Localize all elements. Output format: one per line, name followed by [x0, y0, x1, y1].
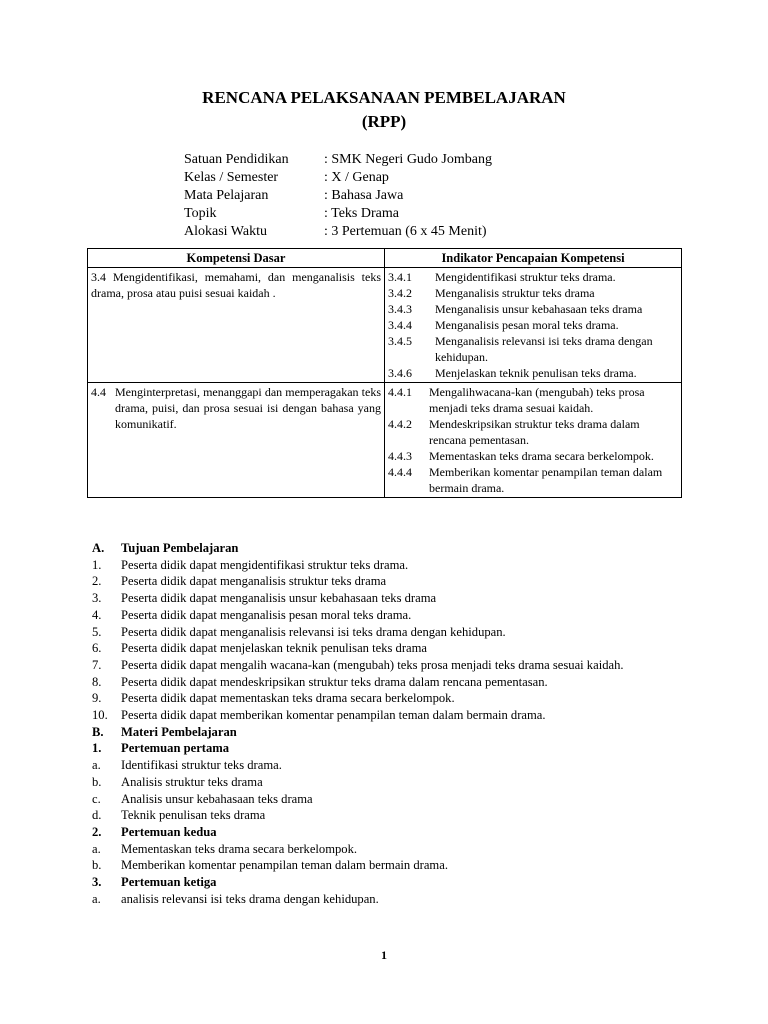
- info-key: Kelas / Semester: [184, 170, 279, 185]
- list-item-num: a.: [92, 841, 101, 856]
- info-value: : Teks Drama: [324, 205, 399, 223]
- indicator-item: [388, 285, 678, 301]
- list-item-num: b.: [92, 858, 102, 873]
- meeting-heading: [92, 740, 675, 757]
- page-number: 1: [381, 948, 387, 962]
- indicator-item: [388, 333, 678, 365]
- indicator-text: Menganalisis struktur teks drama: [435, 286, 595, 300]
- section-title: Tujuan Pembelajaran: [121, 541, 239, 555]
- list-item-text: Analisis struktur teks drama: [121, 774, 263, 789]
- section-heading: [92, 540, 675, 557]
- info-row: [184, 187, 492, 205]
- document-title: RENCANA PELAKSANAAN PEMBELAJARAN: [202, 88, 566, 107]
- list-item-num: a.: [92, 758, 101, 773]
- info-value: : 3 Pertemuan (6 x 45 Menit): [324, 223, 487, 241]
- section-label: A.: [92, 541, 105, 555]
- indicator-item: [388, 448, 678, 464]
- info-value: : SMK Negeri Gudo Jombang: [324, 151, 492, 169]
- list-item-num: 5.: [92, 624, 102, 639]
- indicator-item: [388, 384, 678, 416]
- indicator-item: [388, 269, 678, 285]
- list-item-num: 9.: [92, 691, 102, 706]
- indicator-num: 3.4.2: [388, 286, 412, 300]
- list-item-text: Memberikan komentar penampilan teman dalam bermain drama.: [121, 858, 448, 873]
- list-item: [92, 791, 675, 808]
- list-item: [92, 857, 675, 874]
- kd-item: [91, 384, 381, 432]
- list-item: [92, 573, 675, 590]
- info-key: Alokasi Waktu: [184, 224, 267, 239]
- list-item: [92, 657, 675, 674]
- list-item-text: Peserta didik dapat menganalisis relevansi isi teks drama dengan kehidupan.: [121, 624, 506, 639]
- indicator-item: [388, 365, 678, 381]
- indicator-num: 4.4.4: [388, 465, 412, 479]
- identity-block: [184, 151, 492, 241]
- indicator-num: 3.4.3: [388, 302, 412, 316]
- kd-cell: [88, 383, 385, 498]
- indicator-item: [388, 464, 678, 496]
- list-item-text: Peserta didik dapat menjelaskan teknik penulisan teks drama: [121, 641, 428, 656]
- list-item: [92, 674, 675, 691]
- table-row: [88, 383, 682, 498]
- meeting-num: 3.: [92, 875, 102, 890]
- column-header: Indikator Pencapaian Kompetensi: [385, 249, 682, 268]
- indicator-item: [388, 317, 678, 333]
- indicator-num: 3.4.5: [388, 334, 412, 348]
- list-item-num: 3.: [92, 591, 102, 606]
- info-value: : X / Genap: [324, 169, 389, 187]
- list-item: [92, 607, 675, 624]
- info-key: Satuan Pendidikan: [184, 152, 289, 167]
- indicator-text: Mengalihwacana-kan (mengubah) teks prosa menjadi teks drama sesuai kaidah.: [429, 385, 645, 415]
- indicator-cell: [385, 268, 682, 383]
- indicator-item: [388, 301, 678, 317]
- list-item-text: Peserta didik dapat mendeskripsikan struktur teks drama dalam rencana pementasan.: [121, 674, 548, 689]
- list-item: [92, 757, 675, 774]
- indicator-text: Menganalisis pesan moral teks drama.: [435, 318, 619, 332]
- list-item: [92, 590, 675, 607]
- list-item: [92, 707, 675, 724]
- list-item: [92, 557, 675, 574]
- list-item-num: 4.: [92, 607, 102, 622]
- info-value: : Bahasa Jawa: [324, 187, 403, 205]
- list-item-num: d.: [92, 808, 102, 823]
- info-row: [184, 223, 492, 241]
- list-item-text: Identifikasi struktur teks drama.: [121, 758, 282, 773]
- section-a: [92, 540, 675, 907]
- indicator-text: Menganalisis unsur kebahasaan teks drama: [435, 302, 643, 316]
- indicator-num: 3.4.6: [388, 366, 412, 380]
- list-item-num: a.: [92, 891, 101, 906]
- kd-text: 3.4 Mengidentifikasi, memahami, dan menganalisis teks drama, prosa atau puisi sesuai kaidah .: [91, 270, 381, 300]
- indicator-item: [388, 416, 678, 448]
- list-item-num: c.: [92, 791, 101, 806]
- indicator-text: Menjelaskan teknik penulisan teks drama.: [435, 366, 637, 380]
- list-item: [92, 891, 675, 908]
- indicator-num: 4.4.3: [388, 449, 412, 463]
- indicator-text: Mementaskan teks drama secara berkelompok.: [429, 449, 654, 463]
- list-item-text: Peserta didik dapat menganalisis struktur teks drama: [121, 574, 387, 589]
- meeting-heading: [92, 874, 675, 891]
- meeting-num: 1.: [92, 741, 102, 756]
- indicator-text: Memberikan komentar penampilan teman dalam bermain drama.: [429, 465, 663, 495]
- indicator-cell: [385, 383, 682, 498]
- list-item: [92, 841, 675, 858]
- list-item-num: b.: [92, 774, 102, 789]
- list-item-text: Peserta didik dapat menganalisis pesan moral teks drama.: [121, 607, 412, 622]
- section-title: Materi Pembelajaran: [121, 724, 237, 739]
- meeting-title: Pertemuan ketiga: [121, 875, 217, 890]
- list-item: [92, 690, 675, 707]
- indicator-text: Mengidentifikasi struktur teks drama.: [435, 270, 616, 284]
- list-item: [92, 624, 675, 641]
- table-row: [88, 268, 682, 383]
- info-row: [184, 205, 492, 223]
- indicator-num: 4.4.2: [388, 417, 412, 431]
- list-item-text: Peserta didik dapat mengidentifikasi struktur teks drama.: [121, 557, 409, 572]
- list-item-text: Teknik penulisan teks drama: [121, 808, 266, 823]
- competency-table: [87, 248, 682, 498]
- list-item: [92, 640, 675, 657]
- list-item-text: Analisis unsur kebahasaan teks drama: [121, 791, 313, 806]
- meeting-num: 2.: [92, 824, 102, 839]
- kd-text: Menginterpretasi, menanggapi dan memperagakan teks drama, puisi, dan prosa sesuai isi dengan bahasa yang komunikatif.: [115, 385, 381, 431]
- info-key: Mata Pelajaran: [184, 188, 269, 203]
- info-key: Topik: [184, 206, 217, 221]
- list-item: [92, 807, 675, 824]
- list-item-text: Mementaskan teks drama secara berkelompok.: [121, 841, 358, 856]
- list-item-num: 7.: [92, 657, 102, 672]
- list-item-text: Peserta didik dapat mementaskan teks drama secara berkelompok.: [121, 691, 455, 706]
- kd-cell: [88, 268, 385, 383]
- column-header: Kompetensi Dasar: [88, 249, 385, 268]
- indicator-num: 3.4.4: [388, 318, 412, 332]
- indicator-num: 3.4.1: [388, 270, 412, 284]
- list-item-num: 6.: [92, 641, 102, 656]
- info-row: [184, 151, 492, 169]
- table-header-row: [88, 249, 682, 268]
- indicator-num: 4.4.1: [388, 385, 412, 399]
- section-label: B.: [92, 724, 104, 739]
- meeting-title: Pertemuan pertama: [121, 741, 230, 756]
- list-item-text: Peserta didik dapat menganalisis unsur kebahasaan teks drama: [121, 591, 437, 606]
- meeting-heading: [92, 824, 675, 841]
- section-heading: [92, 724, 675, 741]
- info-row: [184, 169, 492, 187]
- kd-num: 4.4: [91, 385, 106, 399]
- document-subtitle: (RPP): [361, 112, 407, 131]
- list-item-num: 1.: [92, 557, 102, 572]
- list-item-num: 2.: [92, 574, 102, 589]
- indicator-text: Menganalisis relevansi isi teks drama dengan kehidupan.: [435, 334, 653, 364]
- list-item-text: analisis relevansi isi teks drama dengan kehidupan.: [121, 891, 379, 906]
- list-item: [92, 774, 675, 791]
- meeting-title: Pertemuan kedua: [121, 824, 217, 839]
- indicator-text: Mendeskripsikan struktur teks drama dalam rencana pementasan.: [429, 417, 640, 447]
- list-item-text: Peserta didik dapat memberikan komentar penampilan teman dalam bermain drama.: [121, 708, 546, 723]
- list-item-num: 8.: [92, 674, 102, 689]
- list-item-num: 10.: [92, 708, 108, 723]
- list-item-text: Peserta didik dapat mengalih wacana-kan (mengubah) teks prosa menjadi teks drama sesuai kaidah.: [121, 657, 624, 672]
